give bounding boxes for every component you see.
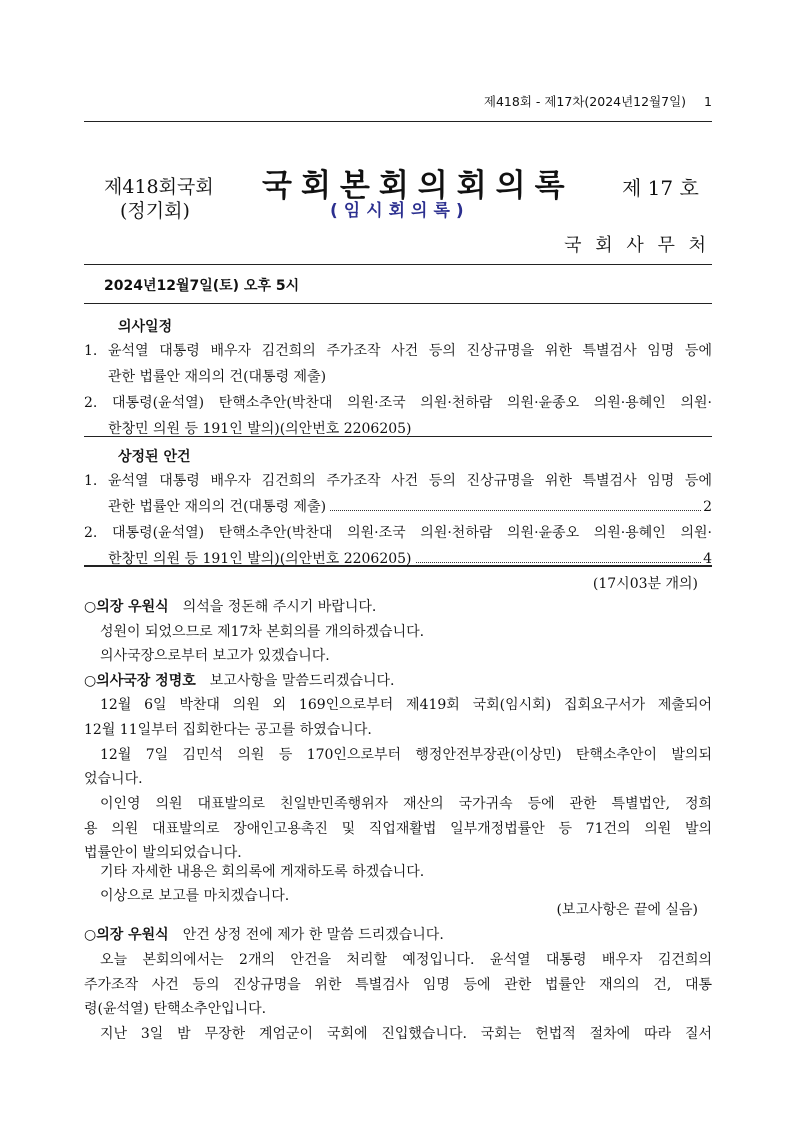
document-title: 국회본회의회의록 bbox=[262, 168, 574, 204]
speech-text: 의사국장으로부터 보고가 있겠습니다. bbox=[100, 648, 330, 664]
double-rule bbox=[84, 565, 712, 569]
speech-text: 12월 7일 김민석 의원 등 170인으로부터 행정안전부장관(이상민) 탄핵소추안이 발의되 bbox=[100, 747, 712, 763]
running-header bbox=[484, 92, 712, 110]
page-number: 1 bbox=[704, 94, 712, 109]
speech-2 bbox=[84, 671, 712, 691]
speech-text: 용 의원 대표발의로 장애인고용촉진 및 직업재활법 일부개정법률안 등 71건의 의원 발의 bbox=[84, 821, 712, 837]
meeting-date: 2024년12월7일(토) 오후 5시 bbox=[104, 278, 300, 294]
speech-text: 령(윤석열) 탄핵소추안입니다. bbox=[84, 1001, 267, 1017]
agenda-rule bbox=[84, 436, 712, 437]
speaker-name: ○의장 우원식 bbox=[84, 599, 169, 615]
masthead-rule bbox=[84, 264, 712, 265]
running-header-text: 제418회 - 제17차(2024년12월7일) bbox=[483, 94, 687, 109]
document-subtitle: (임시회의록) bbox=[330, 201, 470, 221]
speech-text: 이상으로 보고를 마치겠습니다. bbox=[100, 888, 290, 904]
speech-3 bbox=[84, 925, 712, 945]
publisher: 국 회 사 무 처 bbox=[564, 235, 710, 256]
agenda-item-1-line-1: 1. 윤석열 대통령 배우자 김건희의 주가조작 사건 등의 진상규명을 위한 특별검사 임명 등에 bbox=[84, 343, 712, 359]
speech-text: 보고사항을 말씀드리겠습니다. bbox=[209, 673, 395, 689]
agenda-heading: 의사일정 bbox=[118, 319, 173, 335]
opening-note: (17시03분 개의) bbox=[592, 576, 698, 592]
agenda-item-1-line-2: 관한 법률안 재의의 건(대통령 제출) bbox=[108, 369, 327, 385]
dot-leader bbox=[330, 510, 701, 511]
issue-number: 제 17 호 bbox=[622, 176, 699, 200]
presented-item-2-page: 4 bbox=[703, 551, 712, 567]
speech-text: 지난 3일 밤 무장한 계엄군이 국회에 진입했습니다. 국회는 헌법적 절차에 따라 질서 bbox=[100, 1026, 712, 1042]
speech-text: 법률안이 발의되었습니다. bbox=[84, 845, 242, 861]
date-rule bbox=[84, 303, 712, 304]
presented-item-1-line-1: 1. 윤석열 대통령 배우자 김건희의 주가조작 사건 등의 진상규명을 위한 특별검사 임명 등에 bbox=[84, 473, 712, 489]
speech-text: 성원이 되었으므로 제17차 본회의를 개의하겠습니다. bbox=[100, 624, 425, 640]
session-type: (정기회) bbox=[120, 200, 190, 222]
speech-1 bbox=[84, 597, 712, 617]
speech-text: 의석을 정돈해 주시기 바랍니다. bbox=[182, 599, 377, 615]
agenda-item-2-line-1: 2. 대통령(윤석열) 탄핵소추안(박찬대 의원·조국 의원·천하람 의원·윤종오 의원·용혜인 의원· bbox=[84, 395, 712, 411]
speaker-name: ○의사국장 정명호 bbox=[84, 673, 196, 689]
speech-text: 12월 11일부터 집회한다는 공고를 하였습니다. bbox=[84, 722, 372, 738]
speech-text: 기타 자세한 내용은 회의록에 게재하도록 하겠습니다. bbox=[100, 864, 425, 880]
speech-text: 오늘 본회의에서는 2개의 안건을 처리할 예정입니다. 윤석열 대통령 배우자 김건희의 bbox=[100, 952, 712, 968]
speech-text: 안건 상정 전에 제가 한 말씀 드리겠습니다. bbox=[182, 927, 444, 943]
presented-item-1-line-2: 관한 법률안 재의의 건(대통령 제출) bbox=[108, 499, 327, 515]
header-rule bbox=[84, 121, 712, 122]
speech-text: 이인영 의원 대표발의로 친일반민족행위자 재산의 국가귀속 등에 관한 특별법안, 정희 bbox=[100, 796, 712, 812]
presented-item-2-line-2: 한창민 의원 등 191인 발의)(의안번호 2206205) bbox=[108, 551, 412, 567]
agenda-item-2-line-2: 한창민 의원 등 191인 발의)(의안번호 2206205) bbox=[108, 421, 412, 437]
speech-text: 었습니다. bbox=[84, 771, 143, 787]
presented-item-2-line-1: 2. 대통령(윤석열) 탄핵소추안(박찬대 의원·조국 의원·천하람 의원·윤종오 의원·용혜인 의원· bbox=[84, 525, 712, 541]
speech-text: 12월 6일 박찬대 의원 외 169인으로부터 제419회 국회(임시회) 집회요구서가 제출되어 bbox=[100, 697, 712, 713]
speaker-name: ○의장 우원식 bbox=[84, 927, 169, 943]
speech-text: 주가조작 사건 등의 진상규명을 위한 특별검사 임명 등에 관한 법률안 재의의 건, 대통 bbox=[84, 977, 712, 993]
presented-item-1-page: 2 bbox=[703, 499, 712, 515]
dot-leader bbox=[416, 562, 702, 563]
items-presented-heading: 상정된 안건 bbox=[118, 449, 191, 465]
session-label: 제418회국회 bbox=[104, 176, 214, 198]
presented-item-1-toc-entry[interactable] bbox=[84, 497, 712, 517]
report-note: (보고사항은 끝에 실음) bbox=[556, 902, 698, 918]
